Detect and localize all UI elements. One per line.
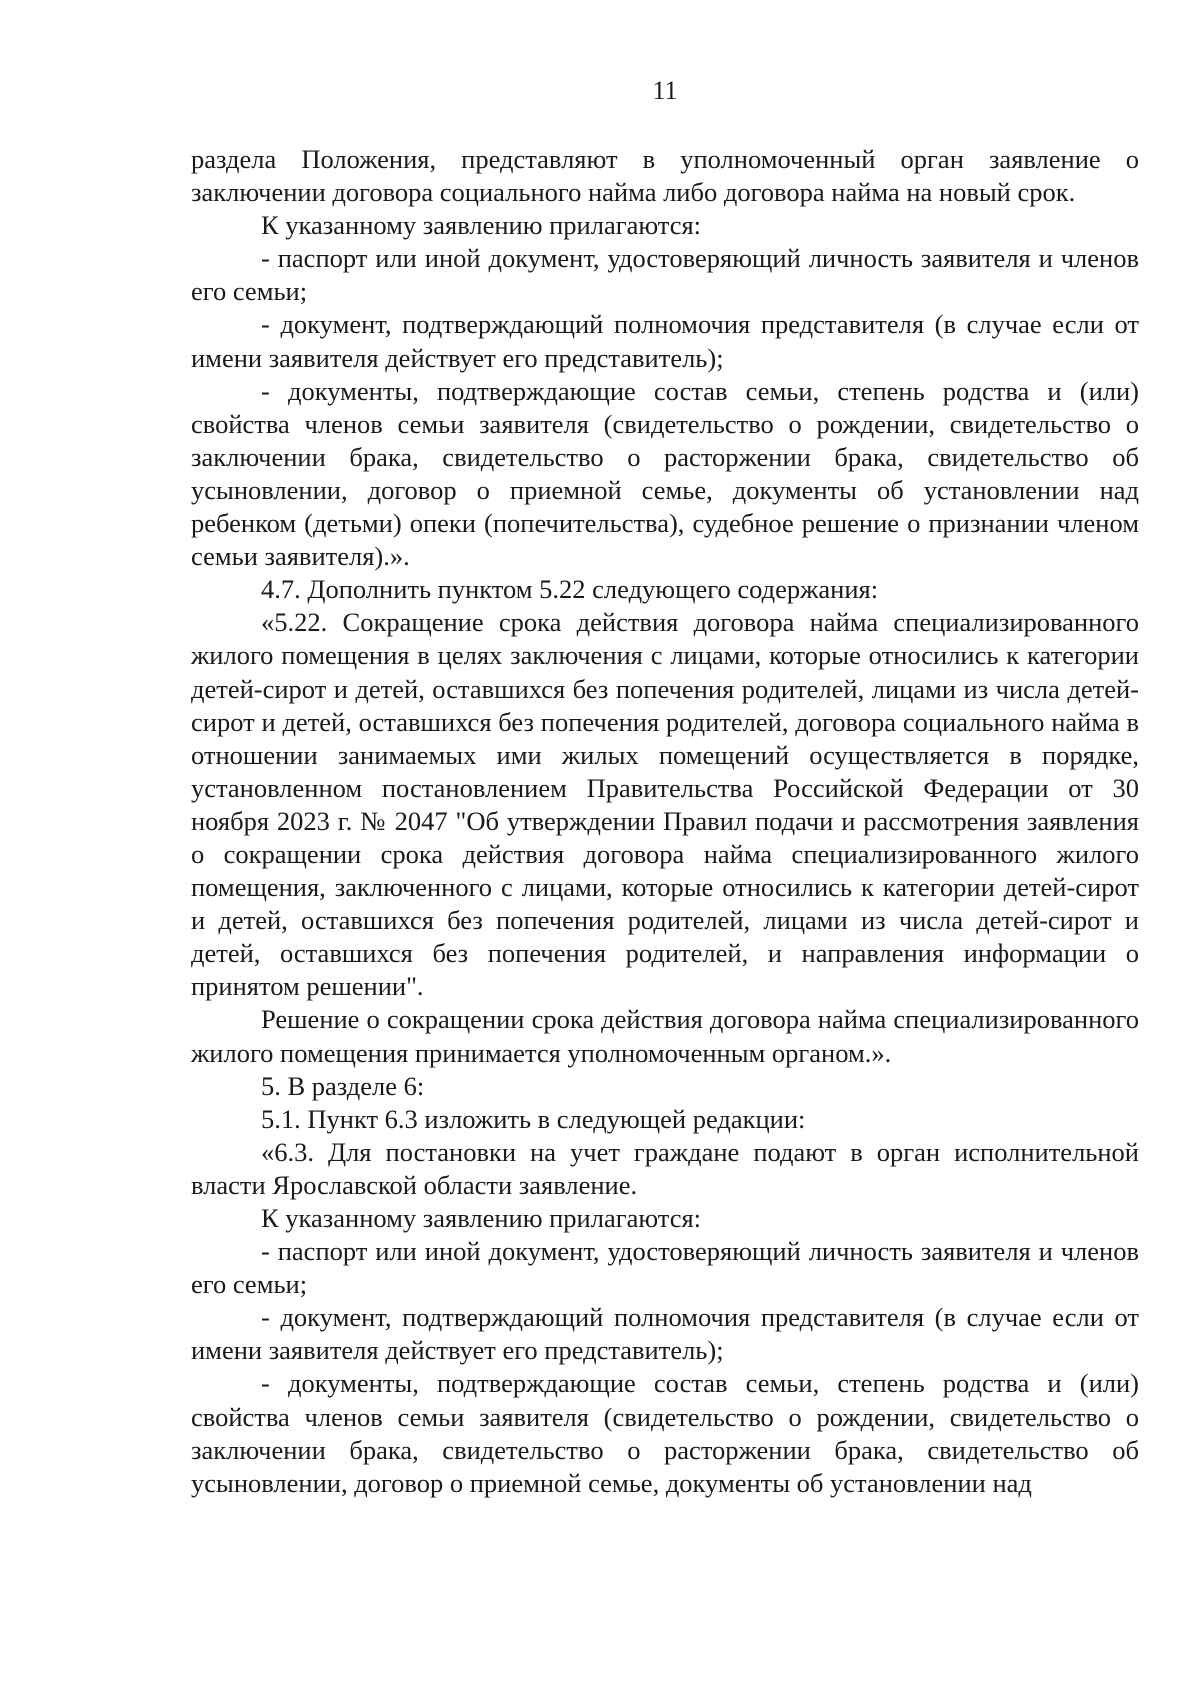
paragraph-attachments-intro-2: К указанному заявлению прилагаются: (261, 1203, 702, 1233)
paragraph-family-documents-item: - документы, подтверждающие состав семьи, степень родства и (или) свойства членов семьи заявителя (свидетельство о рождении, свидетельство о заключении брака, свидетельство о расторжении брака, свидетельство об усыновлении, договор о приемной семье, документы об установлении над ребенком (детьми) опеки (попечительства), судебное решение о признании членом семьи заявителя).». (191, 375, 1139, 572)
paragraph-passport-item-2: - паспорт или иной документ, удостоверяющий личность заявителя и членов его семьи; (191, 1236, 1139, 1300)
paragraph-passport-item: - паспорт или иной документ, удостоверяющий личность заявителя и членов его семьи; (191, 243, 1139, 307)
document-body (191, 143, 1139, 1500)
paragraph-clause-4-7: 4.7. Дополнить пунктом 5.22 следующего содержания: (261, 574, 879, 605)
paragraph-clause-6-3: «6.3. Для постановки на учет граждане подают в орган исполнительной власти Ярославской области заявление. (191, 1136, 1139, 1200)
paragraph-representative-item-2: - документ, подтверждающий полномочия представителя (в случае если от имени заявителя действует его представитель); (191, 1302, 1139, 1366)
paragraph-clause-5-1: 5.1. Пункт 6.3 изложить в следующей редакции: (261, 1103, 806, 1134)
paragraph-representative-item: - документ, подтверждающий полномочия представителя (в случае если от имени заявителя действует его представитель); (191, 309, 1139, 373)
paragraph-decision: Решение о сокращении срока действия договора найма специализированного жилого помещения принимается уполномоченным органом.». (191, 1004, 1139, 1068)
paragraph-continuation: раздела Положения, представляют в уполномоченный орган заявление о заключении договора социального найма либо договора найма на новый срок. (191, 144, 1139, 208)
paragraph-attachments-intro: К указанному заявлению прилагаются: (261, 210, 702, 241)
paragraph-family-documents-item-2: - документы, подтверждающие состав семьи, степень родства и (или) свойства членов семьи заявителя (свидетельство о рождении, свидетельство о заключении брака, свидетельство о расторжении брака, свидетельство об усыновлении, договор о приемной семье, документы об установлении над (191, 1368, 1139, 1498)
page-number: 11 (652, 76, 678, 105)
paragraph-section-6: 5. В разделе 6: (261, 1070, 425, 1101)
paragraph-clause-5-22: «5.22. Сокращение срока действия договора найма специализированного жилого помещения в целях заключения с лицами, которые относились к категории детей-сирот и детей, оставшихся без попечения родителей, лицами из числа детей-сирот и детей, оставшихся без попечения родителей, договора социального найма в отношении занимаемых ими жилых помещений осуществляется в порядке, установленном постановлением Правительства Российской Федерации от 30 ноября 2023 г. № 2047 "Об утверждении Правил подачи и рассмотрения заявления о сокращении срока действия договора найма специализированного жилого помещения, заключенного с лицами, которые относились к категории детей-сирот и детей, оставшихся без попечения родителей, лицами из числа детей-сирот и детей, оставшихся без попечения родителей, и направления информации о принятом решении". (191, 607, 1139, 1002)
